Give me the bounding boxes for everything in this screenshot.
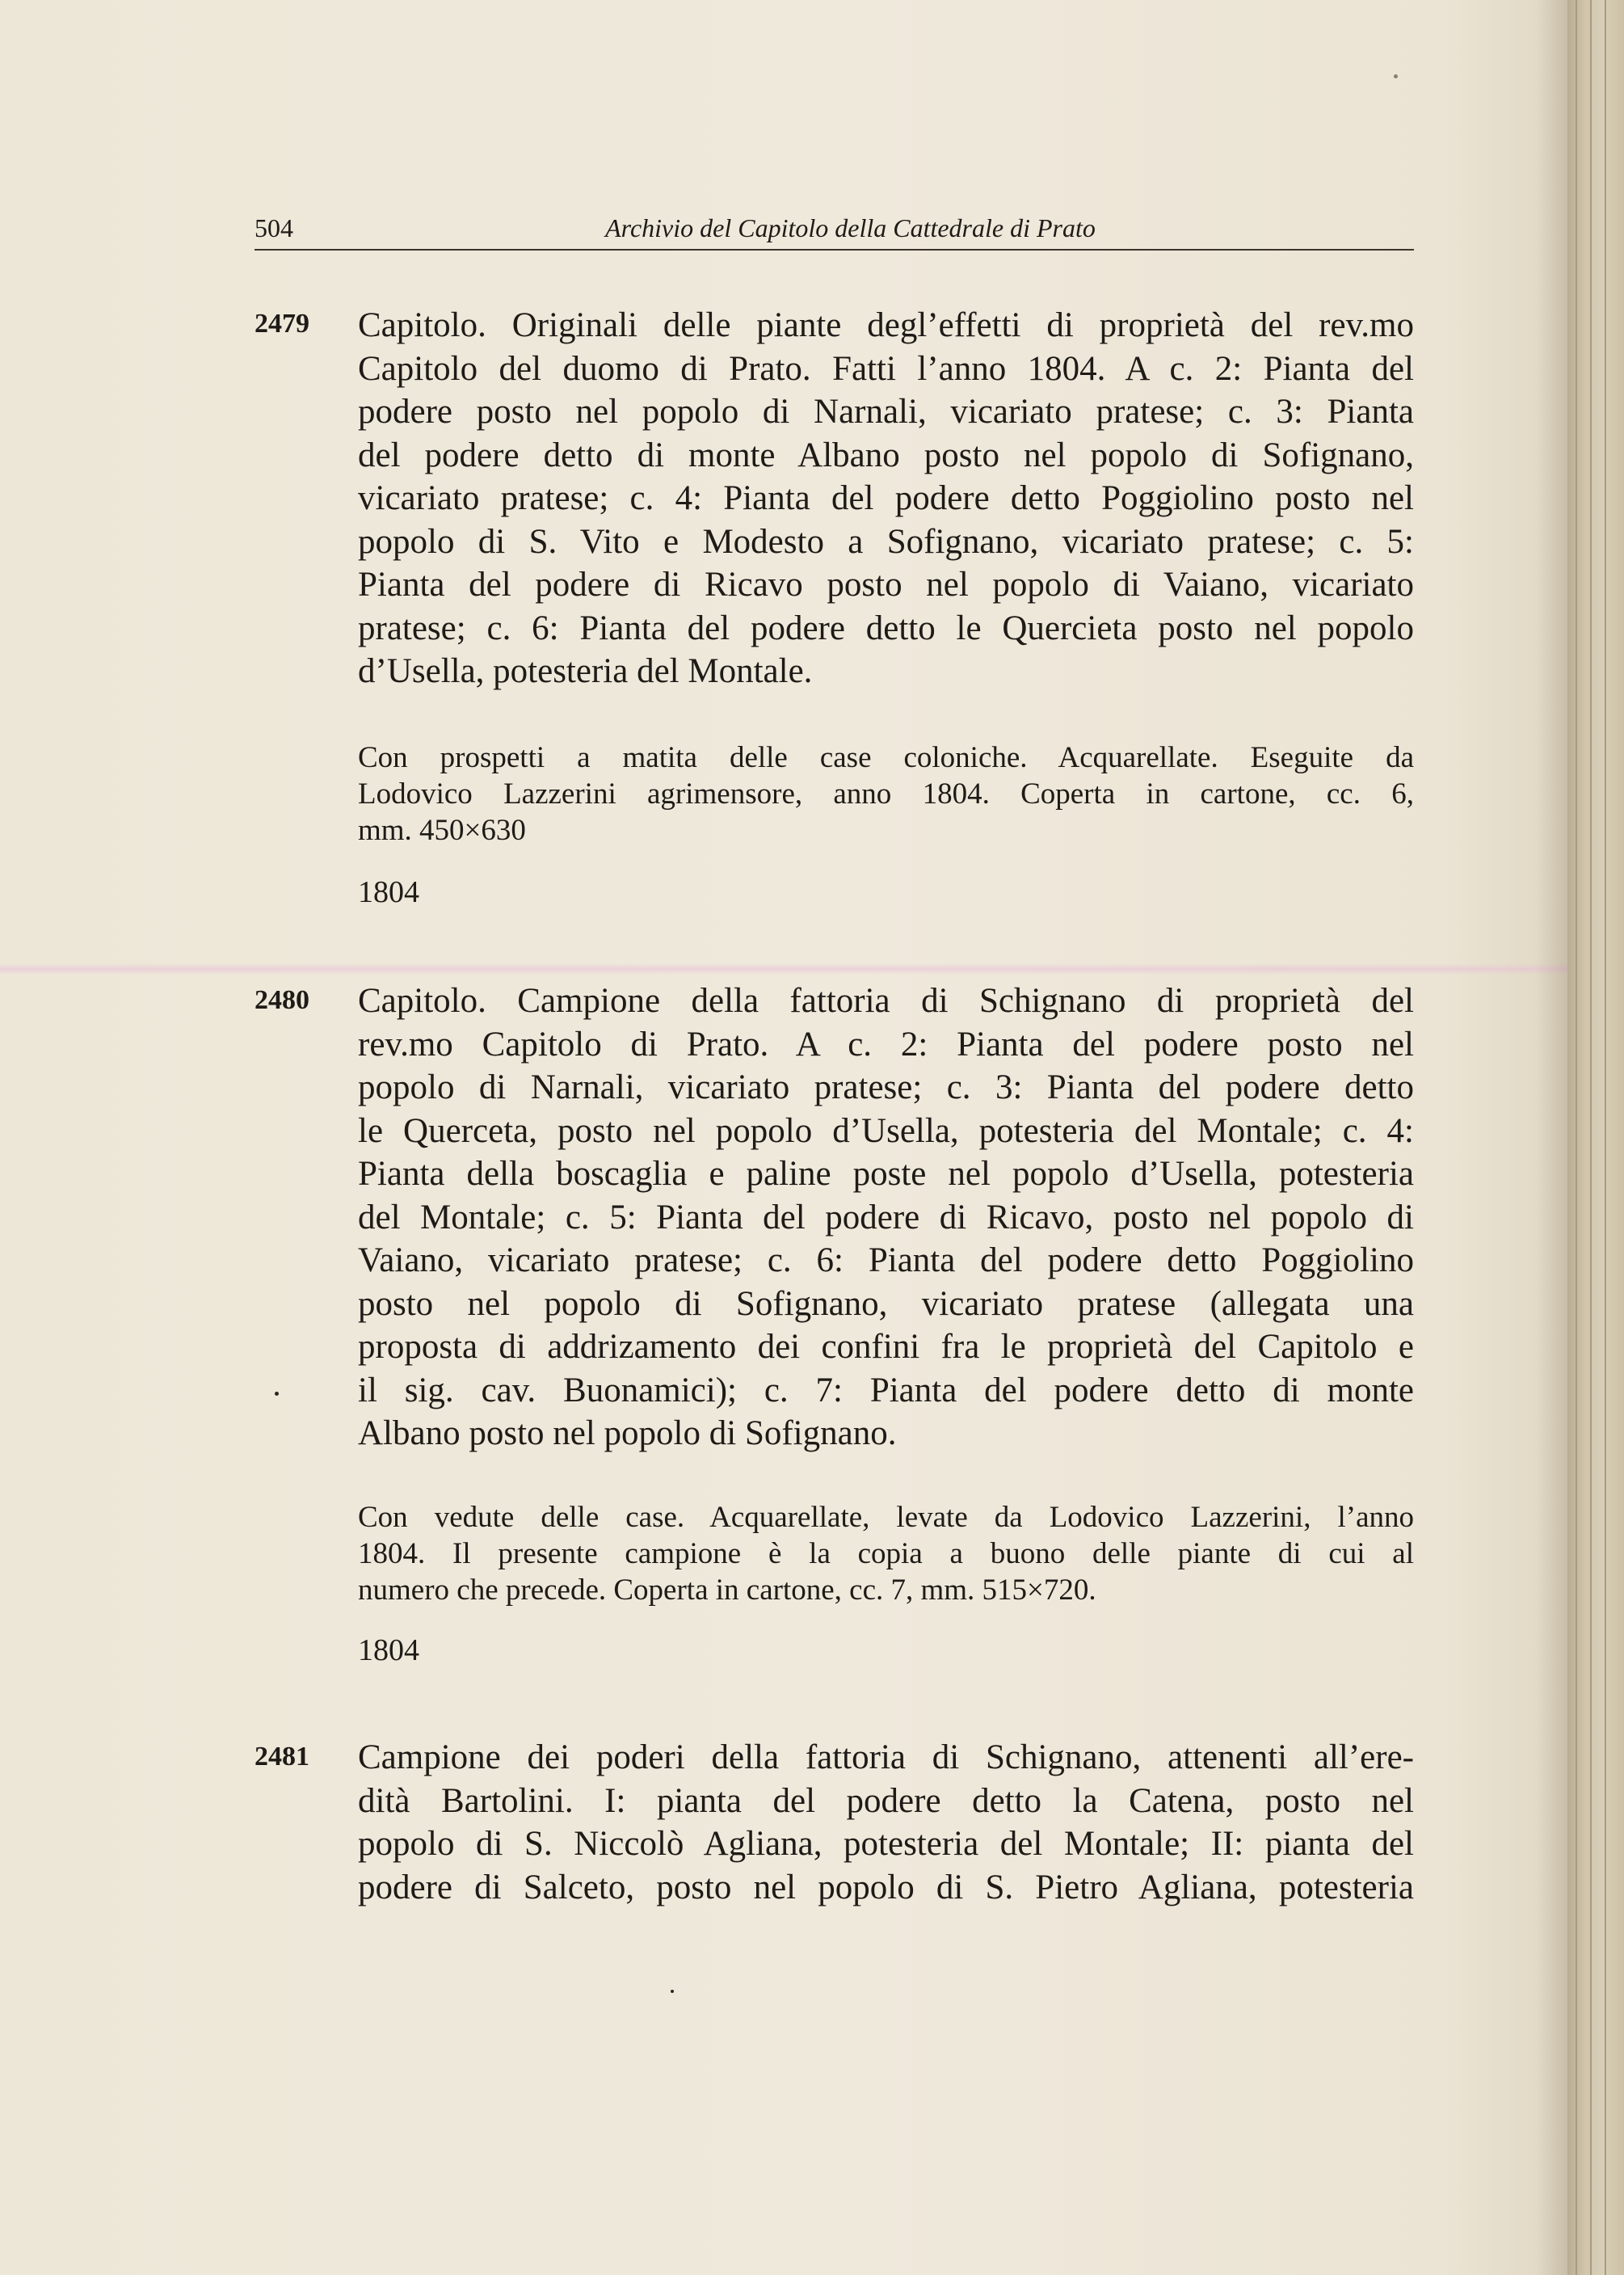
note-line: mm. 450×630 [358, 814, 526, 847]
text-line: Capitolo. Campione della fattoria di Schignano di proprietà del [358, 982, 1414, 1020]
page-stack-edge [1567, 0, 1624, 2275]
text-line: rev.mo Capitolo di Prato. A c. 2: Pianta del podere posto nel [358, 1025, 1414, 1064]
text-line: Pianta del podere di Ricavo posto nel popolo di Vaiano, vicariato [358, 566, 1414, 604]
note-line: numero che precede. Coperta in cartone, cc. 7, mm. 515×720. [358, 1574, 1096, 1607]
note-line: Con prospetti a matita delle case coloniche. Acquarellate. Eseguite da [358, 741, 1414, 774]
note-line: Con vedute delle case. Acquarellate, levate da Lodovico Lazzerini, l’anno [358, 1501, 1414, 1534]
entry-2480-description [358, 980, 1414, 1456]
page-number: 504 [255, 213, 293, 242]
text-line: proposta di addrizamento dei confini fra le proprietà del Capitolo e [358, 1328, 1414, 1366]
text-line: podere posto nel popolo di Narnali, vicariato pratese; c. 3: Pianta [358, 393, 1414, 431]
text-line: Vaiano, vicariato pratese; c. 6: Pianta del podere detto Poggiolino [358, 1241, 1414, 1279]
text-line: del Montale; c. 5: Pianta del podere di Ricavo, posto nel popolo di [358, 1198, 1414, 1237]
text-line: del podere detto di monte Albano posto nel popolo di Sofignano, [358, 436, 1414, 474]
page-edge-line [1605, 0, 1606, 2275]
text-line: podere di Salceto, posto nel popolo di S. Pietro Agliana, potesteria [358, 1868, 1414, 1906]
entry-2479-note [358, 739, 1414, 849]
text-line: posto nel popolo di Sofignano, vicariato pratese (allegata una [358, 1284, 1414, 1323]
pink-stray-mark [0, 963, 1567, 975]
entry-2480-note [358, 1499, 1414, 1608]
text-line: popolo di S. Vito e Modesto a Sofignano, vicariato pratese; c. 5: [358, 522, 1414, 561]
note-line: 1804. Il presente campione è la copia a buono delle piante di cui al [358, 1537, 1414, 1570]
entry-number-2481: 2481 [255, 1742, 309, 1772]
text-line: Campione dei poderi della fattoria di Schignano, attenenti all’ere- [358, 1738, 1414, 1776]
text-line: Pianta della boscaglia e paline poste nel popolo d’Usella, potesteria [358, 1155, 1414, 1193]
paper-speck [275, 1392, 279, 1396]
page-edge-line [1590, 0, 1592, 2275]
page-edge-line [1576, 0, 1577, 2275]
text-line: vicariato pratese; c. 4: Pianta del podere detto Poggiolino posto nel [358, 479, 1414, 517]
note-line: Lodovico Lazzerini agrimensore, anno 1804. Coperta in cartone, cc. 6, [358, 777, 1414, 811]
paper-speck [1394, 74, 1398, 78]
paper-speck [671, 1990, 674, 1993]
text-line: le Querceta, posto nel popolo d’Usella, potesteria del Montale; c. 4: [358, 1111, 1414, 1150]
text-line: Albano posto nel popolo di Sofignano. [358, 1414, 897, 1452]
text-line: Capitolo. Originali delle piante degl’effetti di proprietà del rev.mo [358, 306, 1414, 344]
page-header [255, 209, 1414, 251]
text-line: popolo di Narnali, vicariato pratese; c. 3: Pianta del podere detto [358, 1068, 1414, 1106]
text-line: popolo di S. Niccolò Agliana, potesteria del Montale; II: pianta del [358, 1825, 1414, 1863]
text-line: Capitolo del duomo di Prato. Fatti l’anno 1804. A c. 2: Pianta del [358, 349, 1414, 388]
entry-number-2479: 2479 [255, 309, 309, 339]
entry-2481-description [358, 1736, 1414, 1909]
entry-2479-description [358, 304, 1414, 693]
page-fold-shadow [1535, 0, 1567, 2275]
text-line: pratese; c. 6: Pianta del podere detto le Quercieta posto nel popolo [358, 609, 1414, 647]
text-line: d’Usella, potesteria del Montale. [358, 652, 813, 690]
running-title: Archivio del Capitolo della Cattedrale di Prato [605, 213, 1096, 242]
entry-number-2480: 2480 [255, 985, 309, 1015]
entry-2479-date: 1804 [358, 875, 419, 909]
entry-2480-date: 1804 [358, 1633, 419, 1667]
text-line: dità Bartolini. I: pianta del podere detto la Catena, posto nel [358, 1781, 1414, 1820]
text-line: il sig. cav. Buonamici); c. 7: Pianta del podere detto di monte [358, 1371, 1414, 1409]
